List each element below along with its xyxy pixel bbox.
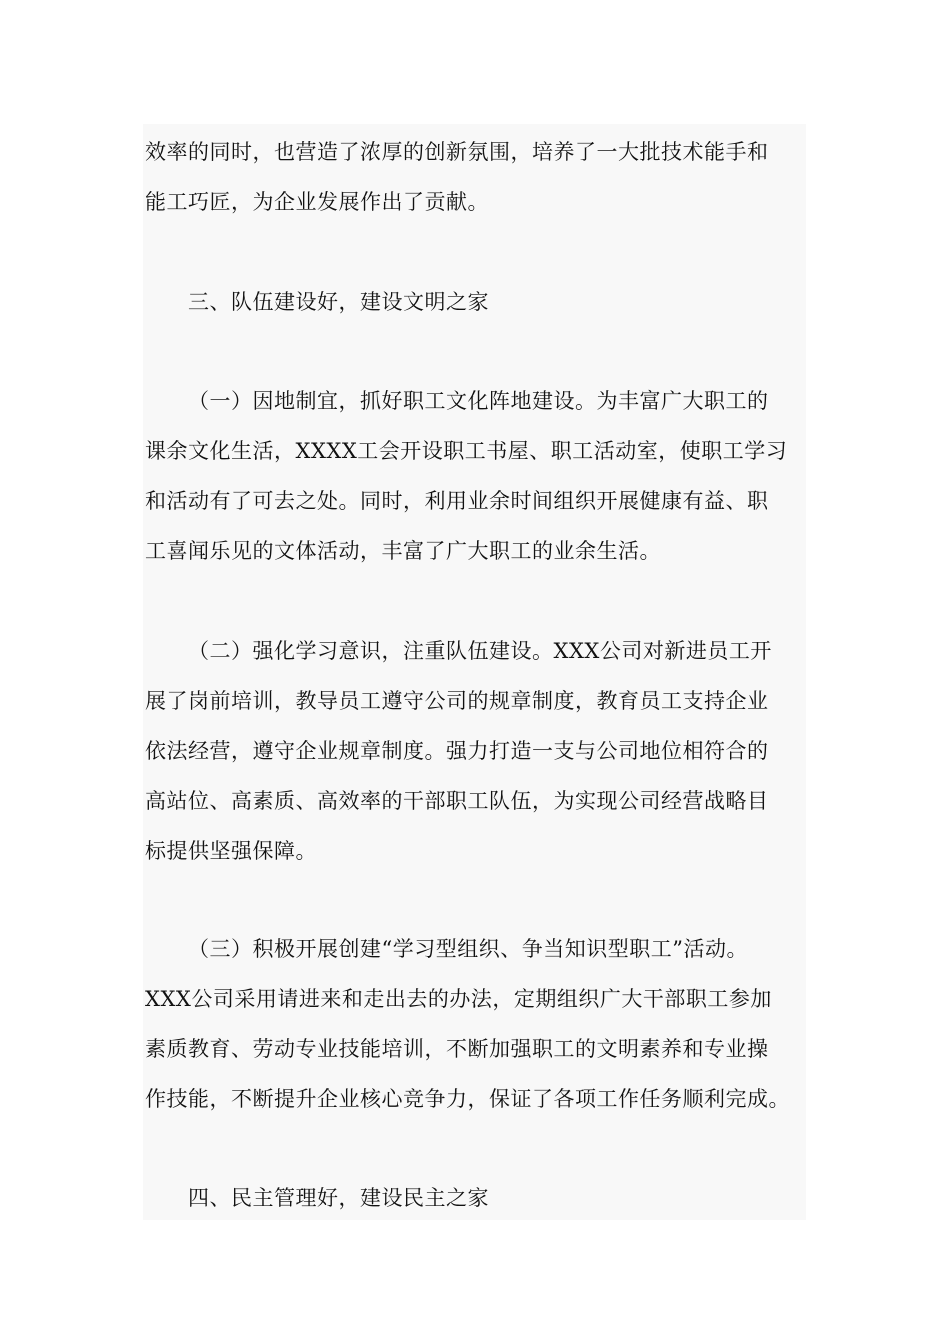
paragraph-line: （一）因地制宜，抓好职工文化阵地建设。为丰富广大职工的 [188, 389, 769, 413]
paragraph-line: （二）强化学习意识，注重队伍建设。XXX公司对新进员工开 [188, 639, 772, 663]
paragraph-line: 工喜闻乐见的文体活动，丰富了广大职工的业余生活。 [145, 539, 661, 563]
section-heading: 四、民主管理好，建设民主之家 [188, 1186, 489, 1210]
paragraph-line: 作技能，不断提升企业核心竞争力，保证了各项工作任务顺利完成。 [145, 1087, 790, 1111]
section-heading: 三、队伍建设好，建设文明之家 [188, 290, 489, 314]
paragraph-line: 素质教育、劳动专业技能培训，不断加强职工的文明素养和专业操 [145, 1037, 769, 1061]
paragraph-line: 和活动有了可去之处。同时，利用业余时间组织开展健康有益、职 [145, 489, 769, 513]
paragraph-line: （三）积极开展创建“学习型组织、争当知识型职工”活动。 [188, 937, 748, 961]
paragraph-line: 课余文化生活，XXXX工会开设职工书屋、职工活动室，使职工学习 [145, 439, 788, 463]
paragraph-line: 展了岗前培训，教导员工遵守公司的规章制度，教育员工支持企业 [145, 689, 769, 713]
paragraph-line: XXX公司采用请进来和走出去的办法，定期组织广大干部职工参加 [145, 987, 772, 1011]
paragraph-line: 高站位、高素质、高效率的干部职工队伍，为实现公司经营战略目 [145, 789, 769, 813]
paragraph-line: 效率的同时，也营造了浓厚的创新氛围，培养了一大批技术能手和 [145, 140, 769, 164]
paragraph-line: 能工巧匠，为企业发展作出了贡献。 [145, 190, 489, 214]
paragraph-line: 依法经营，遵守企业规章制度。强力打造一支与公司地位相符合的 [145, 739, 769, 763]
paragraph-line: 标提供坚强保障。 [145, 839, 317, 863]
